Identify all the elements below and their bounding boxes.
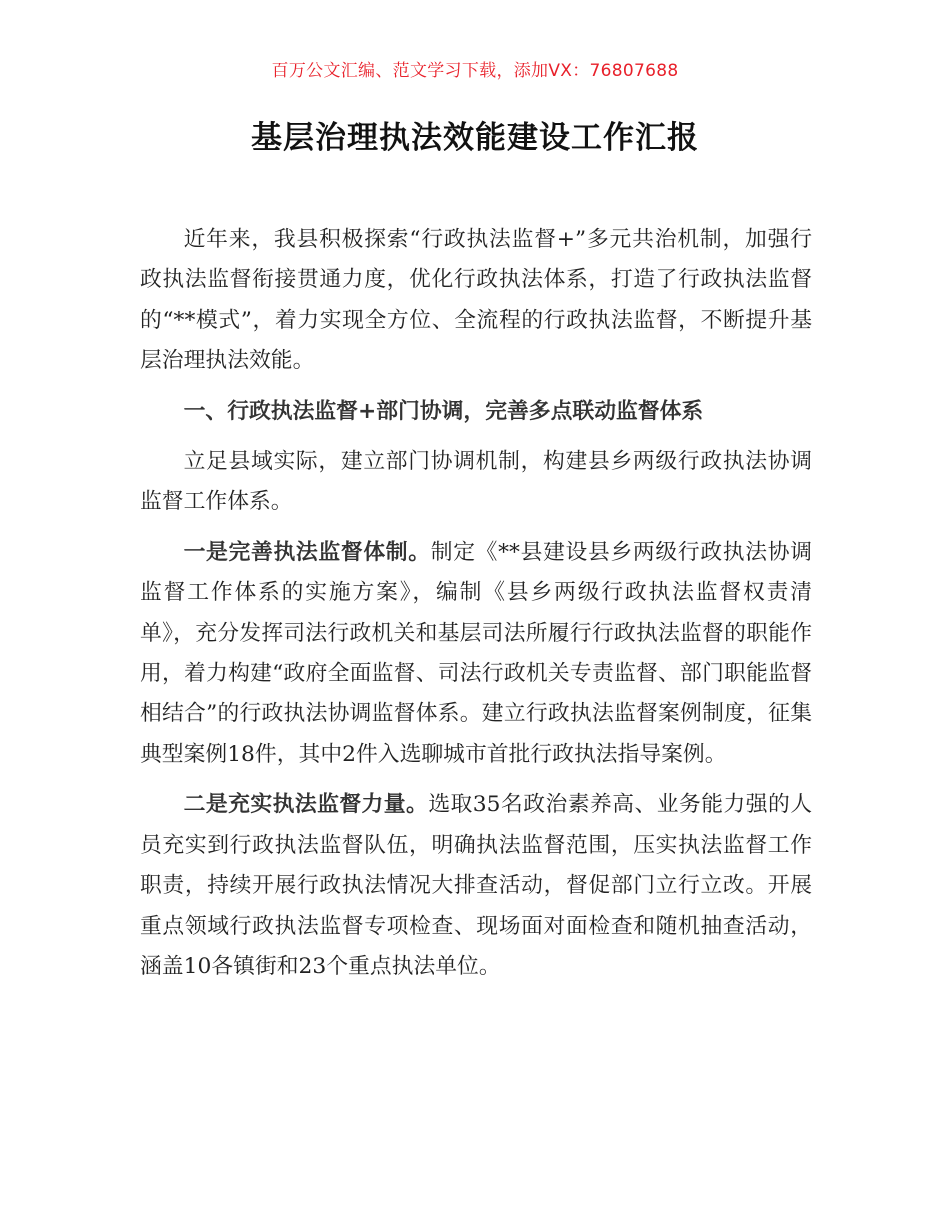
item-lead: 一是完善执法监督体制。 xyxy=(183,539,431,565)
watermark-banner: 百万公文汇编、范文学习下载，添加VX：76807688 xyxy=(271,61,679,81)
item-body: 制定《**县建设县乡两级行政执法协调监督工作体系的实施方案》，编制《县乡两级行政执法监督权责清单》，充分发挥司法行政机关和基层司法所履行行政执法监督的职能作用，着力构建“政府全面监督、司法行政机关专责监督、部门职能监督相结合”的行政执法协调监督体系。建立行政执法监督案例制度，征集典型案例18件，其中2件入选聊城市首批行政执法指导案例。 xyxy=(140,539,812,767)
intro-paragraph: 近年来，我县积极探索“行政执法监督+”多元共治机制，加强行政执法监督衔接贯通力度，优化行政执法体系，打造了行政执法监督的“**模式”，着力实现全方位、全流程的行政执法监督，不断提升基层治理执法效能。 xyxy=(140,227,812,374)
section-summary: 立足县域实际，建立部门协调机制，构建县乡两级行政执法协调监督工作体系。 xyxy=(140,449,812,515)
item-lead: 二是充实执法监督力量。 xyxy=(183,792,429,818)
item-paragraph-2 xyxy=(140,785,812,987)
item-paragraph-1 xyxy=(140,533,812,775)
item-body: 选取35名政治素养高、业务能力强的人员充实到行政执法监督队伍，明确执法监督范围，压实执法监督工作职责，持续开展行政执法情况大排查活动，督促部门立行立改。开展重点领域行政执法监督专项检查、现场面对面检查和随机抽查活动，涵盖10各镇街和23个重点执法单位。 xyxy=(140,792,812,979)
document-body xyxy=(140,220,812,987)
section-heading: 一、行政执法监督+部门协调，完善多点联动监督体系 xyxy=(183,398,704,424)
document-title: 基层治理执法效能建设工作汇报 xyxy=(251,120,699,156)
